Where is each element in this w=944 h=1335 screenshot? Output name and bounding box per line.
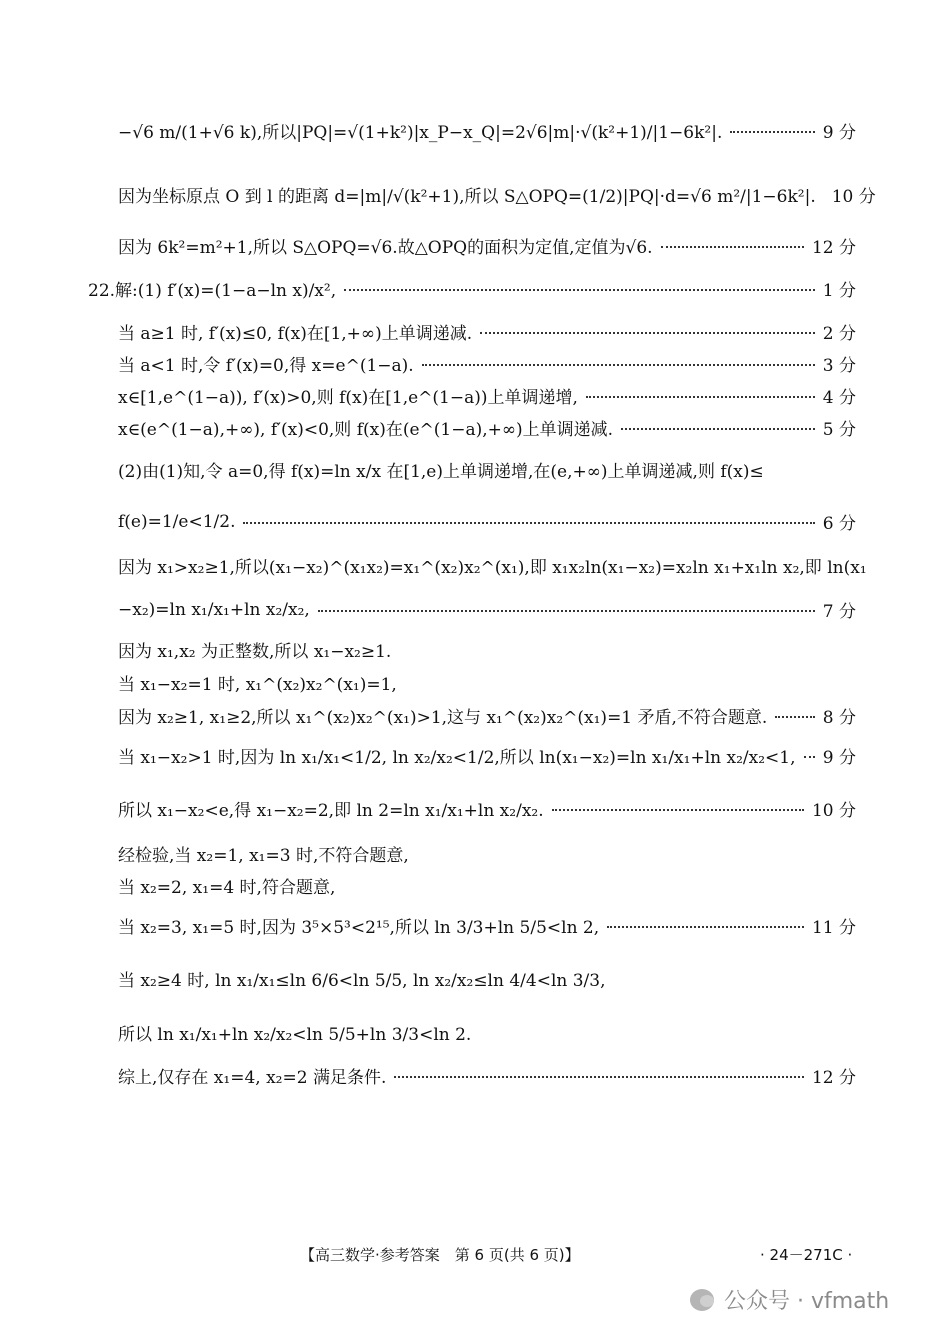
score-label: 4 分: [822, 388, 856, 408]
solution-text: f(e)=1/e<1/2.: [118, 511, 236, 532]
score-label: 2 分: [822, 324, 856, 344]
solution-line: [118, 1020, 856, 1045]
leader-dots: [344, 286, 815, 291]
leader-dots: [804, 753, 815, 758]
leader-dots: [422, 361, 815, 366]
solution-text: 当 a≥1 时, f′(x)≤0, f(x)在[1,+∞)上单调递减.: [118, 324, 473, 344]
score-label: 12 分: [811, 238, 856, 258]
solution-text: 当 x₁−x₂>1 时,因为 ln x₁/x₁<1/2, ln x₂/x₂<1/2,所以 ln(x₁−x₂)=ln x₁/x₁+ln x₂/x₂<1,: [118, 748, 796, 768]
solution-line: [118, 743, 856, 768]
solution-line: [118, 796, 856, 821]
solution-line: [118, 873, 856, 898]
solution-line: [118, 1063, 856, 1088]
leader-dots: [775, 713, 814, 718]
leader-dots: [243, 519, 814, 524]
solution-text: x∈(e^(1−a),+∞), f′(x)<0,则 f(x)在(e^(1−a),+∞)上单调递减.: [118, 420, 614, 440]
solution-text: 当 x₁−x₂=1 时, x₁^(x₂)x₂^(x₁)=1,: [118, 675, 397, 695]
score-label: 5 分: [822, 420, 856, 440]
solution-line: [118, 913, 856, 938]
solution-line: [118, 509, 856, 534]
solution-text: 所以 x₁−x₂<e,得 x₁−x₂=2,即 ln 2=ln x₁/x₁+ln x₂/x₂.: [118, 801, 544, 821]
score-label: 3 分: [822, 356, 856, 376]
solution-line: [118, 319, 856, 344]
score-label: 9 分: [822, 123, 856, 143]
score-label: 1 分: [822, 281, 856, 301]
leader-dots: [586, 393, 815, 398]
solution-text: 因为 x₁,x₂ 为正整数,所以 x₁−x₂≥1.: [118, 642, 392, 662]
watermark: [690, 1284, 889, 1315]
leader-dots: [318, 607, 815, 612]
leader-dots: [661, 243, 804, 248]
score-label: 11 分: [811, 918, 856, 938]
solution-text: −x₂)=ln x₁/x₁+ln x₂/x₂,: [118, 599, 310, 620]
solution-line: [118, 118, 856, 143]
exam-code: · 24－271C ·: [760, 1246, 853, 1264]
solution-text: 当 x₂=2, x₁=4 时,符合题意,: [118, 878, 336, 898]
solution-text: 因为坐标原点 O 到 l 的距离 d=|m|/√(k²+1),所以 S△OPQ=(1/2)|PQ|·d=√6 m²/|1−6k²|.: [118, 187, 816, 207]
solution-text: 因为 x₂≥1, x₁≥2,所以 x₁^(x₂)x₂^(x₁)>1,这与 x₁^(x₂)x₂^(x₁)=1 矛盾,不符合题意.: [118, 708, 768, 728]
solution-text: 经检验,当 x₂=1, x₁=3 时,不符合题意,: [118, 846, 409, 866]
solution-text: 所以 ln x₁/x₁+ln x₂/x₂<ln 5/5+ln 3/3<ln 2.: [118, 1025, 472, 1045]
score-label: 9 分: [822, 748, 856, 768]
leader-dots: [552, 806, 804, 811]
solution-text: 因为 6k²=m²+1,所以 S△OPQ=√6.故△OPQ的面积为定值,定值为√6.: [118, 238, 653, 258]
watermark-text: 公众号 · vfmath: [724, 1289, 890, 1314]
score-label: 12 分: [811, 1068, 856, 1088]
score-label: 8 分: [822, 708, 856, 728]
solution-line: [118, 383, 856, 408]
solution-line: [118, 182, 876, 207]
solution-text: 22.解:(1) f′(x)=(1−a−ln x)/x²,: [88, 281, 337, 301]
solution-text: (2)由(1)知,令 a=0,得 f(x)=ln x/x 在[1,e)上单调递增,在(e,+∞)上单调递减,则 f(x)≤: [118, 462, 764, 482]
solution-line: [118, 966, 856, 991]
solution-line: [88, 276, 856, 301]
solution-line: [118, 637, 856, 662]
solution-line: [118, 703, 856, 728]
score-label: 6 分: [822, 514, 856, 534]
page-footer: 【高三数学·参考答案 第 6 页(共 6 页)】: [300, 1246, 580, 1264]
leader-dots: [730, 128, 814, 133]
solution-text: 综上,仅存在 x₁=4, x₂=2 满足条件.: [118, 1068, 387, 1088]
solution-text: 当 a<1 时,令 f′(x)=0,得 x=e^(1−a).: [118, 356, 414, 376]
solution-line: [118, 841, 856, 866]
solution-line: [118, 415, 856, 440]
solution-text: x∈[1,e^(1−a)), f′(x)>0,则 f(x)在[1,e^(1−a))上单调递增,: [118, 388, 578, 408]
leader-dots: [621, 425, 815, 430]
score-label: 10 分: [811, 801, 856, 821]
solution-text: −√6 m/(1+√6 k),所以|PQ|=√(1+k²)|x_P−x_Q|=2√6|m|·√(k²+1)/|1−6k²|.: [118, 123, 723, 143]
solution-text: 当 x₂=3, x₁=5 时,因为 3⁵×5³<2¹⁵,所以 ln 3/3+ln 5/5<ln 2,: [118, 918, 600, 938]
leader-dots: [394, 1073, 804, 1078]
solution-text: 因为 x₁>x₂≥1,所以(x₁−x₂)^(x₁x₂)=x₁^(x₂)x₂^(x₁),即 x₁x₂ln(x₁−x₂)=x₂ln x₁+x₁ln x₂,即 ln(x₁: [118, 558, 867, 578]
solution-line: [118, 597, 856, 622]
leader-dots: [607, 923, 804, 928]
solution-text: 当 x₂≥4 时, ln x₁/x₁≤ln 6/6<ln 5/5, ln x₂/x₂≤ln 4/4<ln 3/3,: [118, 971, 606, 991]
leader-dots: [480, 329, 815, 334]
solution-line: [118, 351, 856, 376]
solution-line: [118, 553, 867, 578]
wechat-icon: [690, 1289, 714, 1311]
score-label: 7 分: [822, 602, 856, 622]
solution-line: [118, 670, 856, 695]
solution-line: [118, 233, 856, 258]
score-label: 10 分: [831, 187, 876, 207]
solution-line: [118, 457, 856, 482]
